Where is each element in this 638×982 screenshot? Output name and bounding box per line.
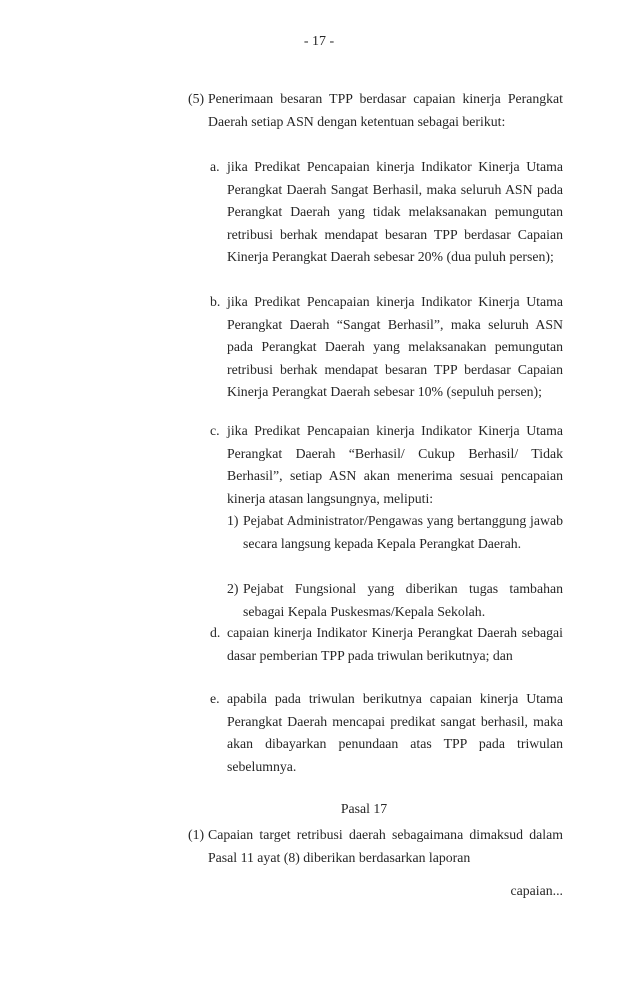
point-b-text: jika Predikat Pencapaian kinerja Indikator Kinerja Utama Perangkat Daerah “Sangat Berhasil”, maka seluruh ASN pada Perangkat Daerah yang melaksanakan pemungutan retribusi berhak mendapat besaran TPP berdasar Capaian Kinerja Perangkat Daerah sebesar 10% (sepuluh persen);	[227, 294, 563, 400]
subpoint-2-text: Pejabat Fungsional yang diberikan tugas tambahan sebagai Kepala Puskesmas/Kepala Sekolah.	[243, 581, 563, 619]
page-number: - 17 -	[303, 34, 335, 49]
point-a-marker: a.	[210, 159, 220, 174]
pasal-item-1-number: (1)	[188, 827, 205, 842]
subpoint-1-text: Pejabat Administrator/Pengawas yang bertanggung jawab secara langsung kepada Kepala Perangkat Daerah.	[243, 513, 563, 551]
point-c-marker: c.	[210, 423, 220, 438]
point-c-text: jika Predikat Pencapaian kinerja Indikator Kinerja Utama Perangkat Daerah “Berhasil/ Cukup Berhasil/ Tidak Berhasil”, setiap ASN akan menerima sesuai pencapaian kinerja atasan langsungnya, meliputi:	[227, 423, 563, 506]
point-b-marker: b.	[210, 294, 221, 309]
pasal-item-1-text: Capaian target retribusi daerah sebagaimana dimaksud dalam Pasal 11 ayat (8) diberikan berdasarkan laporan	[208, 827, 563, 865]
pasal-heading: Pasal 17	[340, 801, 388, 816]
point-e-marker: e.	[210, 691, 220, 706]
point-d-marker: d.	[210, 625, 221, 640]
subpoint-1-marker: 1)	[227, 513, 239, 528]
subpoint-2-marker: 2)	[227, 581, 239, 596]
point-a-text: jika Predikat Pencapaian kinerja Indikator Kinerja Utama Perangkat Daerah Sangat Berhasil, maka seluruh ASN pada Perangkat Daerah yang tidak melaksanakan pemungutan retribusi berhak mendapat besaran TPP berdasar Capaian Kinerja Perangkat Daerah sebesar 20% (dua puluh persen);	[227, 159, 563, 265]
item-5-text	[208, 88, 563, 133]
item-5-body: Penerimaan besaran TPP berdasar capaian kinerja Perangkat Daerah setiap ASN dengan ketentuan sebagai berikut:	[208, 91, 563, 129]
catchword: capaian...	[510, 883, 563, 898]
point-d-text: capaian kinerja Indikator Kinerja Perangkat Daerah sebagai dasar pemberian TPP pada triwulan berikutnya; dan	[227, 625, 563, 663]
item-5-number: (5)	[188, 91, 205, 106]
point-e-text: apabila pada triwulan berikutnya capaian kinerja Utama Perangkat Daerah mencapai predikat sangat berhasil, maka akan dibayarkan penundaan atas TPP pada triwulan sebelumnya.	[227, 691, 563, 774]
